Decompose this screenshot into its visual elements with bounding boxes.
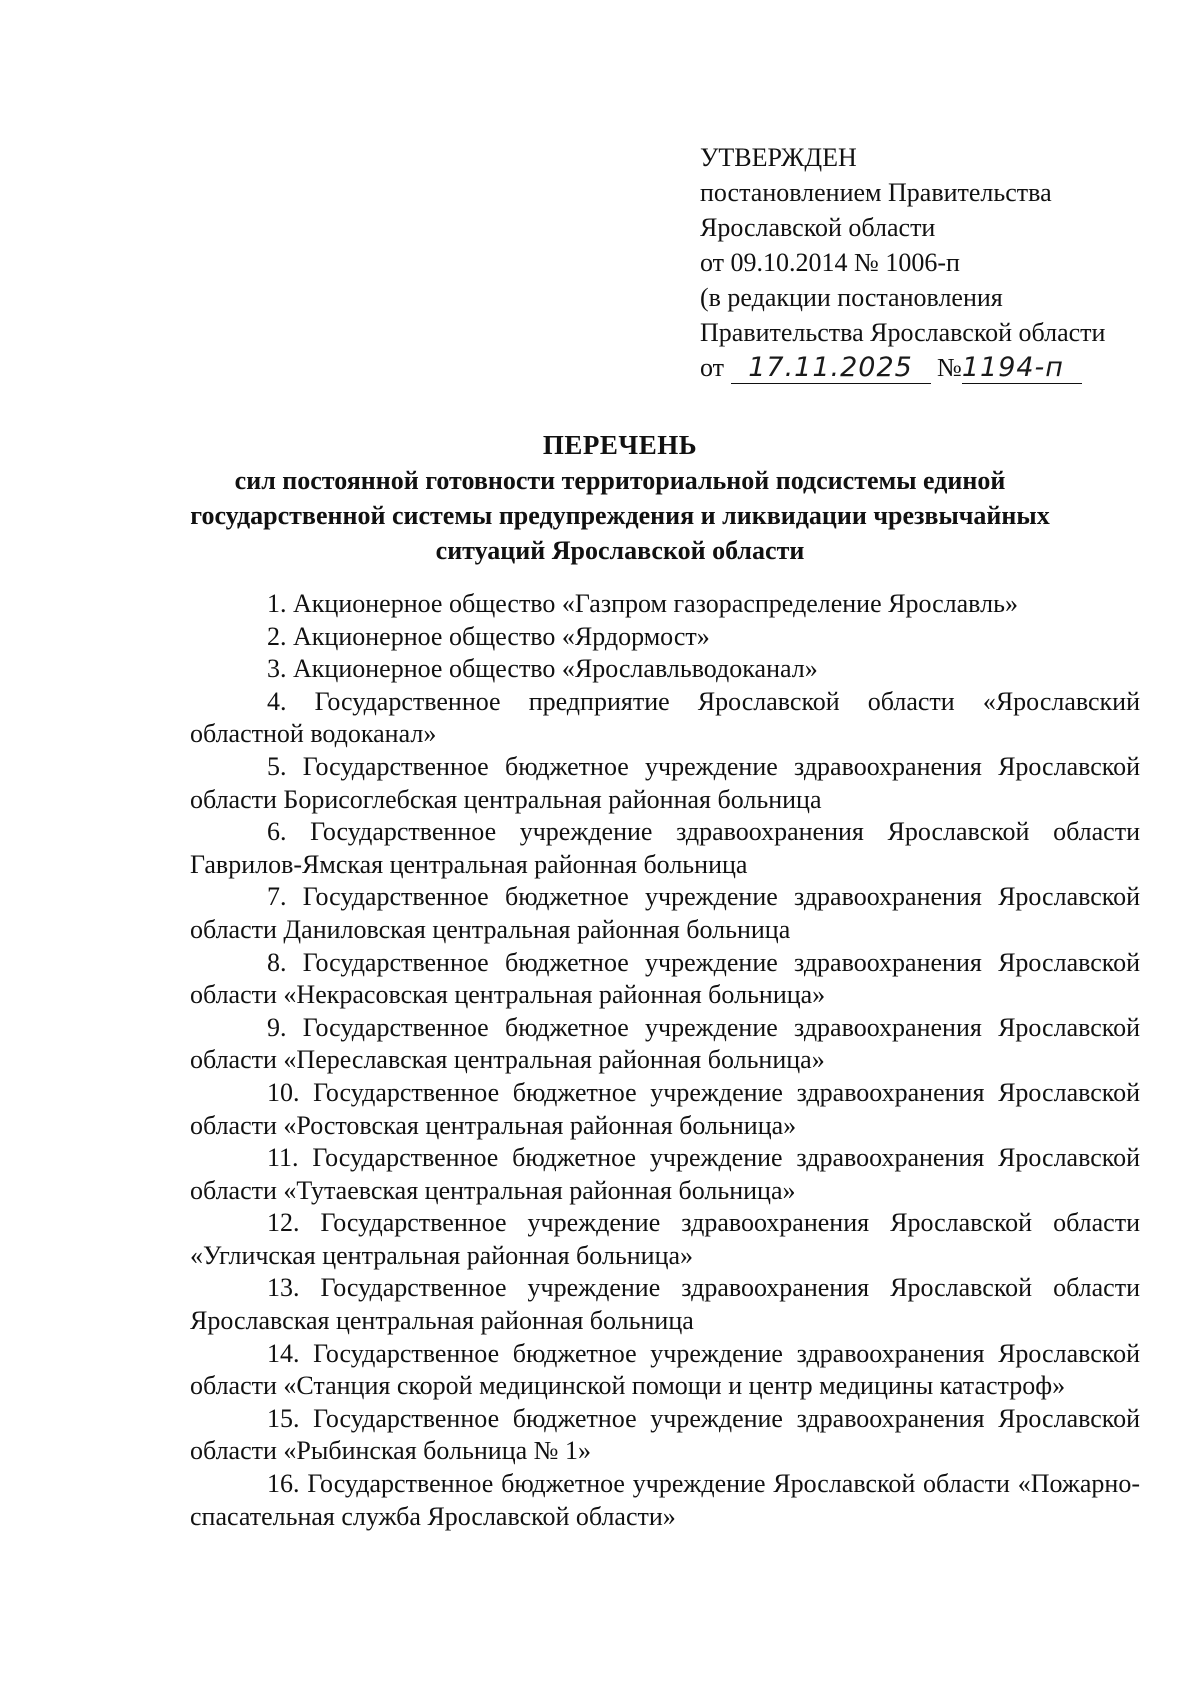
list-item: 11. Государственное бюджетное учреждение здравоохранения Ярославской области «Тутаевская центральная районная больница»	[190, 1143, 1140, 1205]
approval-line-3: от 09.10.2014 № 1006-п	[700, 248, 960, 277]
list-item: 6. Государственное учреждение здравоохранения Ярославской области Гаврилов-Ямская центральная районная больница	[190, 817, 1140, 879]
document-subtitle: сил постоянной готовности территориальной подсистемы единой государственной системы предупреждения и ликвидации чрезвычайных ситуаций Ярославской области	[190, 466, 1050, 565]
approval-date-number-line	[700, 350, 1160, 385]
list-item: 2. Акционерное общество «Ярдормост»	[267, 621, 710, 651]
list-item: 10. Государственное бюджетное учреждение здравоохранения Ярославской области «Ростовская центральная районная больница»	[190, 1077, 1140, 1140]
handwritten-number: 1194-п	[962, 353, 1082, 384]
approval-line-5: Правительства Ярославской области	[700, 318, 1106, 347]
list-item: 16. Государственное бюджетное учреждение Ярославской области «Пожарно-спасательная служба Ярославской области»	[190, 1469, 1140, 1531]
forces-list	[190, 588, 1140, 1533]
number-prefix: №	[937, 353, 962, 382]
approval-stamp-block	[700, 140, 1160, 385]
approval-line-1: постановлением Правительства	[700, 178, 1052, 207]
list-item: 13. Государственное учреждение здравоохранения Ярославской области Ярославская центральная районная больница	[190, 1273, 1140, 1336]
document-title: ПЕРЕЧЕНЬ	[542, 430, 698, 460]
approval-line-2: Ярославской области	[700, 213, 936, 242]
list-item: 8. Государственное бюджетное учреждение здравоохранения Ярославской области «Некрасовская центральная районная больница»	[190, 947, 1140, 1010]
date-prefix: от	[700, 353, 725, 382]
handwritten-date: 17.11.2025	[731, 353, 931, 384]
list-item: 15. Государственное бюджетное учреждение здравоохранения Ярославской области «Рыбинская больница № 1»	[190, 1403, 1140, 1466]
list-item: 9. Государственное бюджетное учреждение здравоохранения Ярославской области «Переславская центральная районная больница»	[190, 1012, 1140, 1075]
list-item: 5. Государственное бюджетное учреждение здравоохранения Ярославской области Борисоглебская центральная районная больница	[190, 751, 1140, 814]
list-item: 14. Государственное бюджетное учреждение здравоохранения Ярославской области «Станция скорой медицинской помощи и центр медицины катастроф»	[190, 1338, 1140, 1401]
document-title-block	[180, 428, 1060, 568]
approval-heading: УТВЕРЖДЕН	[700, 143, 857, 172]
list-item: 7. Государственное бюджетное учреждение здравоохранения Ярославской области Даниловская центральная районная больница	[190, 882, 1140, 944]
list-item: 12. Государственное учреждение здравоохранения Ярославской области «Угличская центральная районная больница»	[190, 1208, 1140, 1270]
list-item: 1. Акционерное общество «Газпром газораспределение Ярославль»	[267, 589, 1018, 618]
list-item: 4. Государственное предприятие Ярославской области «Ярославский областной водоканал»	[190, 686, 1140, 749]
list-item: 3. Акционерное общество «Ярославльводоканал»	[267, 654, 818, 684]
approval-line-4: (в редакции постановления	[700, 283, 1003, 312]
